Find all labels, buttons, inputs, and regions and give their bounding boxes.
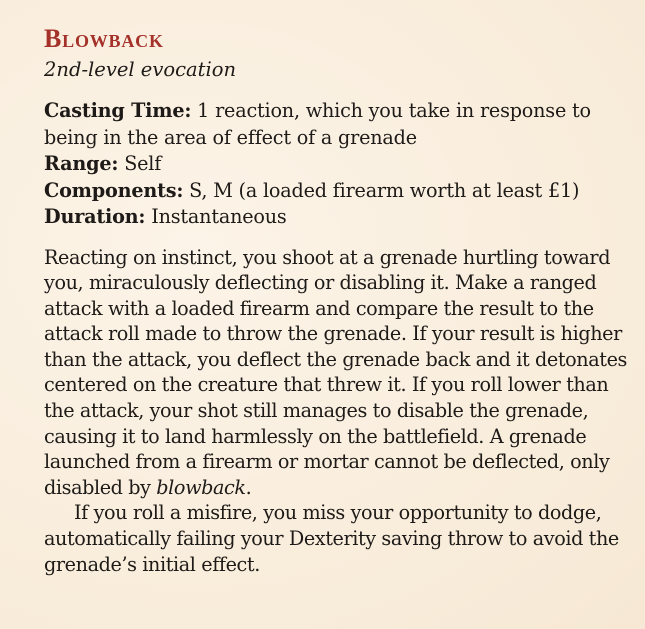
duration-value: Instantaneous	[151, 205, 287, 228]
duration-label: Duration:	[44, 205, 146, 228]
spell-entry	[44, 24, 636, 577]
range-line	[44, 151, 636, 178]
range-value: Self	[124, 152, 162, 175]
description-text: Reacting on instinct, you shoot at a grenade hurtling toward you, miraculously deflecting or disabling it. Make a ranged attack with a loaded firearm and compare the result to the attack roll made to throw the grenade. If your result is higher than the attack, you deflect the grenade back and it detonates centered on the creature that threw it. If you roll lower than the attack, your shot still manages to disable the grenade, causing it to land harmlessly on the battlefield. A grenade launched from a firearm or mortar cannot be deflected, only disabled by	[44, 245, 627, 499]
casting-time-value: 1 reaction, which you take in response to being in the area of effect of a grenade	[44, 99, 591, 149]
components-value: S, M (a loaded firearm worth at least £1)	[189, 178, 580, 202]
components-line	[44, 178, 636, 205]
spell-description	[44, 245, 636, 578]
spell-name-reference: blowback	[156, 475, 246, 499]
casting-time-line	[44, 98, 636, 151]
spell-level-school: 2nd-level evocation	[44, 58, 237, 81]
description-paragraph-2: If you roll a misfire, you miss your opportunity to dodge, automatically failing your Dexterity saving throw to avoid the grenade’s initial effect.	[44, 501, 619, 576]
description-paragraph-1	[44, 245, 636, 501]
components-label: Components:	[44, 178, 184, 202]
description-end: .	[245, 475, 252, 499]
casting-time-label: Casting Time:	[44, 99, 192, 122]
duration-line	[44, 204, 636, 231]
range-label: Range:	[44, 152, 119, 175]
spell-title: Blowback	[44, 24, 164, 53]
spell-stats	[44, 98, 636, 231]
